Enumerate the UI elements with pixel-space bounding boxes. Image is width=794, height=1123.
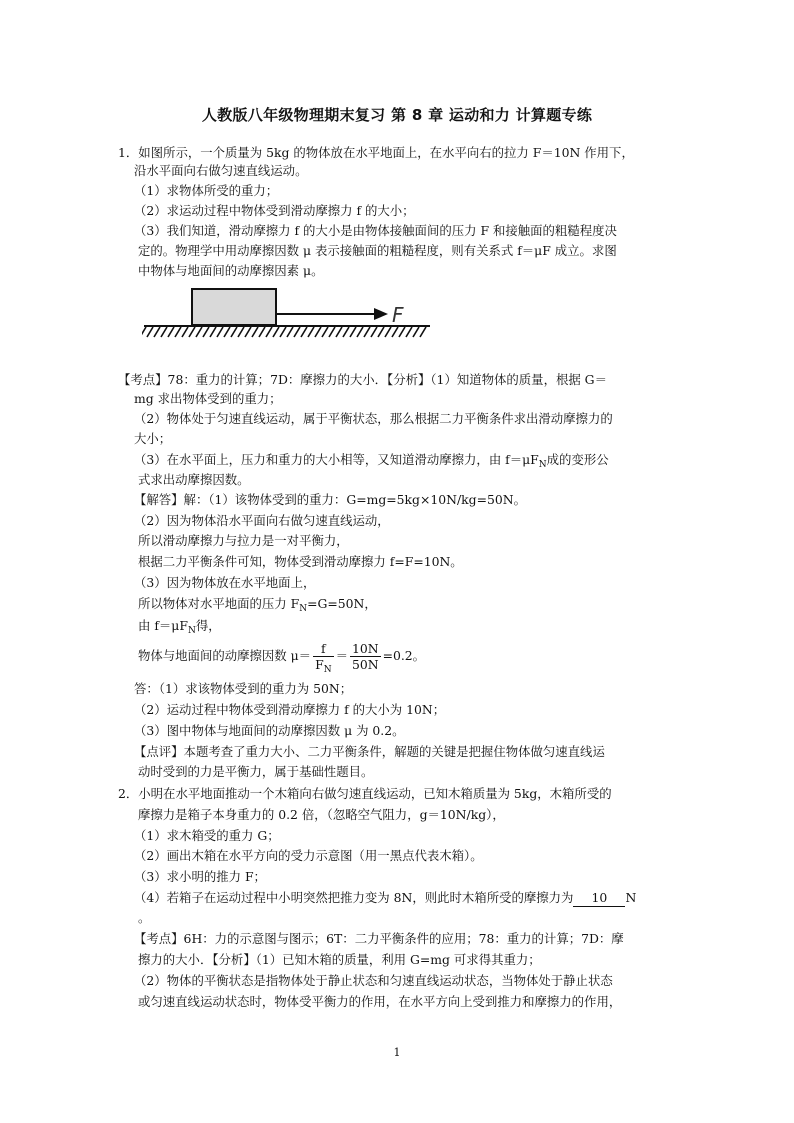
q1-answer-1: 【解答】解：（1）该物体受到的重力：G=mg=5kg×10N/kg=50N。 bbox=[134, 492, 526, 507]
hatch-stroke bbox=[154, 327, 160, 337]
hatch-stroke bbox=[238, 327, 244, 337]
q1-analysis-3: （2）物体处于匀速直线运动，属于平衡状态，那么根据二力平衡条件求出滑动摩擦力的 bbox=[134, 411, 613, 426]
hatch-stroke bbox=[189, 327, 195, 337]
q2-sub-4-end: 。 bbox=[138, 910, 151, 925]
hatch-stroke bbox=[329, 327, 335, 337]
hatch-stroke bbox=[182, 327, 188, 337]
force-arrow-head bbox=[374, 308, 388, 320]
hatch-stroke bbox=[210, 327, 216, 337]
hatch-stroke bbox=[385, 327, 391, 337]
hatch-stroke bbox=[308, 327, 314, 337]
hatch-stroke bbox=[252, 327, 258, 337]
q1-answer-11: （3）图中物体与地面间的动摩擦因数 μ 为 0.2。 bbox=[134, 723, 405, 738]
hatch-stroke bbox=[322, 327, 328, 337]
q1-answer-5: （3）因为物体放在水平地面上， bbox=[134, 575, 316, 590]
q1-answer-10: （2）运动过程中物体受到滑动摩擦力 f 的大小为 10N； bbox=[134, 702, 446, 717]
hatch-stroke bbox=[294, 327, 300, 337]
q1-analysis-4: 大小； bbox=[134, 431, 172, 446]
hatch-stroke bbox=[273, 327, 279, 337]
q1-answer-6: 所以物体对水平地面的压力 $F_N=G=50N$， bbox=[138, 596, 377, 614]
q1-answer-8-formula: 物体与地面间的动摩擦因数 μ＝ $\frac{f}{F_N}$ ＝ $\frac{10N}{50N}$ =0.2。 bbox=[138, 641, 426, 675]
hatch-stroke bbox=[203, 327, 209, 337]
q1-sub-3-cont: 定的。物理学中用动摩擦因数 μ 表示接触面的粗糙程度，则有关系式 f＝μF 成立。求图 bbox=[138, 243, 617, 258]
hatch-stroke bbox=[413, 327, 419, 337]
q2-analysis-1: 【考点】6H：力的示意图与图示；6T：二力平衡条件的应用；78：重力的计算；7D：摩 bbox=[134, 931, 624, 946]
q1-analysis-5: （3）在水平面上，压力和重力的大小相等，又知道滑动摩擦力，由 $f=\mu F_N$成的变形公 bbox=[134, 452, 609, 470]
hatch-stroke bbox=[287, 327, 293, 337]
q1-answer-7: 由 $f=\mu F_N$得， bbox=[138, 618, 221, 636]
hatch-stroke bbox=[371, 327, 377, 337]
hatch-stroke bbox=[168, 327, 174, 337]
q1-answer-3: 所以滑动摩擦力与拉力是一对平衡力， bbox=[138, 533, 349, 548]
hatch-stroke bbox=[315, 327, 321, 337]
q1-sub-1: （1）求物体所受的重力； bbox=[134, 183, 279, 198]
hatch-stroke bbox=[259, 327, 265, 337]
hatch-stroke bbox=[420, 327, 426, 337]
hatch-stroke bbox=[301, 327, 307, 337]
page-number: 1 bbox=[393, 1046, 401, 1059]
ground-hatching bbox=[142, 327, 426, 337]
hatch-stroke bbox=[399, 327, 405, 337]
hatch-stroke bbox=[142, 327, 146, 337]
hatch-stroke bbox=[336, 327, 342, 337]
hatch-stroke bbox=[196, 327, 202, 337]
q1-comment-2: 动时受到的力是平衡力，属于基础性题目。 bbox=[138, 764, 374, 779]
answer-blank: 10 bbox=[573, 890, 625, 907]
q1-comment-1: 【点评】本题考查了重力大小、二力平衡条件，解题的关键是把握住物体做匀速直线运 bbox=[134, 744, 605, 759]
hatch-stroke bbox=[245, 327, 251, 337]
q1-analysis-1: 【考点】78：重力的计算；7D：摩擦力的大小．【分析】（1）知道物体的质量，根据 G＝ bbox=[118, 372, 607, 387]
q1-answer-9: 答：（1）求该物体受到的重力为 50N； bbox=[134, 681, 353, 696]
q2-line-2: 摩擦力是箱子本身重力的 0.2 倍，（忽略空气阻力，g＝10N/kg）， bbox=[138, 807, 505, 822]
hatch-stroke bbox=[343, 327, 349, 337]
hatch-stroke bbox=[224, 327, 230, 337]
q1-analysis-2: mg 求出物体受到的重力； bbox=[134, 391, 282, 406]
q2-sub-1: （1）求木箱受的重力 G； bbox=[134, 828, 280, 843]
hatch-stroke bbox=[231, 327, 237, 337]
fraction-f-over-fn: $\frac{f}{F_N}$ bbox=[315, 641, 332, 675]
q1-line-1: 1．如图所示，一个质量为 5kg 的物体放在水平地面上，在水平向右的拉力 F＝10N 作用下， bbox=[118, 145, 634, 160]
block-shape bbox=[192, 289, 276, 325]
q2-line-1: 2．小明在水平地面推动一个木箱向右做匀速直线运动，已知木箱质量为 5kg，木箱所受的 bbox=[118, 786, 612, 801]
q1-answer-2: （2）因为物体沿水平面向右做匀速直线运动， bbox=[134, 513, 390, 528]
hatch-stroke bbox=[364, 327, 370, 337]
page-title: 人教版八年级物理期末复习 第 8 章 运动和力 计算题专练 bbox=[201, 106, 593, 124]
hatch-stroke bbox=[147, 327, 153, 337]
q1-sub-3-end: 中物体与地面间的动摩擦因素 μ。 bbox=[138, 263, 324, 278]
q1-sub-3: （3）我们知道，滑动摩擦力 f 的大小是由物体接触面间的压力 F 和接触面的粗糙程度决 bbox=[134, 223, 617, 238]
hatch-stroke bbox=[161, 327, 167, 337]
fraction-10n-over-50n: $\frac{10N}{50N}$ bbox=[351, 641, 379, 672]
block-force-figure bbox=[142, 284, 432, 354]
q2-sub-2: （2）画出木箱在水平方向的受力示意图（用一黑点代表木箱）。 bbox=[134, 848, 483, 863]
q2-analysis-2: 擦力的大小．【分析】（1）已知木箱的质量，利用 G=mg 可求得其重力； bbox=[138, 952, 541, 967]
hatch-stroke bbox=[392, 327, 398, 337]
q2-analysis-4: 或匀速直线运动状态时，物体受平衡力的作用，在水平方向上受到推力和摩擦力的作用， bbox=[138, 994, 622, 1009]
hatch-stroke bbox=[175, 327, 181, 337]
hatch-stroke bbox=[280, 327, 286, 337]
q2-sub-4: （4）若箱子在运动过程中小明突然把推力变为 8N，则此时木箱所受的摩擦力为 10 N bbox=[134, 890, 637, 905]
q2-analysis-3: （2）物体的平衡状态是指物体处于静止状态和匀速直线运动状态，当物体处于静止状态 bbox=[134, 973, 613, 988]
q1-answer-4: 根据二力平衡条件可知，物体受到滑动摩擦力 f=F=10N。 bbox=[138, 554, 463, 569]
q2-sub-3: （3）求小明的推力 F； bbox=[134, 869, 266, 884]
q1-analysis-6: 式求出动摩擦因数。 bbox=[138, 472, 250, 487]
hatch-stroke bbox=[350, 327, 356, 337]
hatch-stroke bbox=[217, 327, 223, 337]
hatch-stroke bbox=[357, 327, 363, 337]
q1-sub-2: （2）求运动过程中物体受到滑动摩擦力 f 的大小； bbox=[134, 203, 415, 218]
force-label: F bbox=[392, 303, 404, 327]
hatch-stroke bbox=[266, 327, 272, 337]
q1-line-2: 沿水平面向右做匀速直线运动。 bbox=[134, 163, 308, 178]
hatch-stroke bbox=[378, 327, 384, 337]
hatch-stroke bbox=[406, 327, 412, 337]
